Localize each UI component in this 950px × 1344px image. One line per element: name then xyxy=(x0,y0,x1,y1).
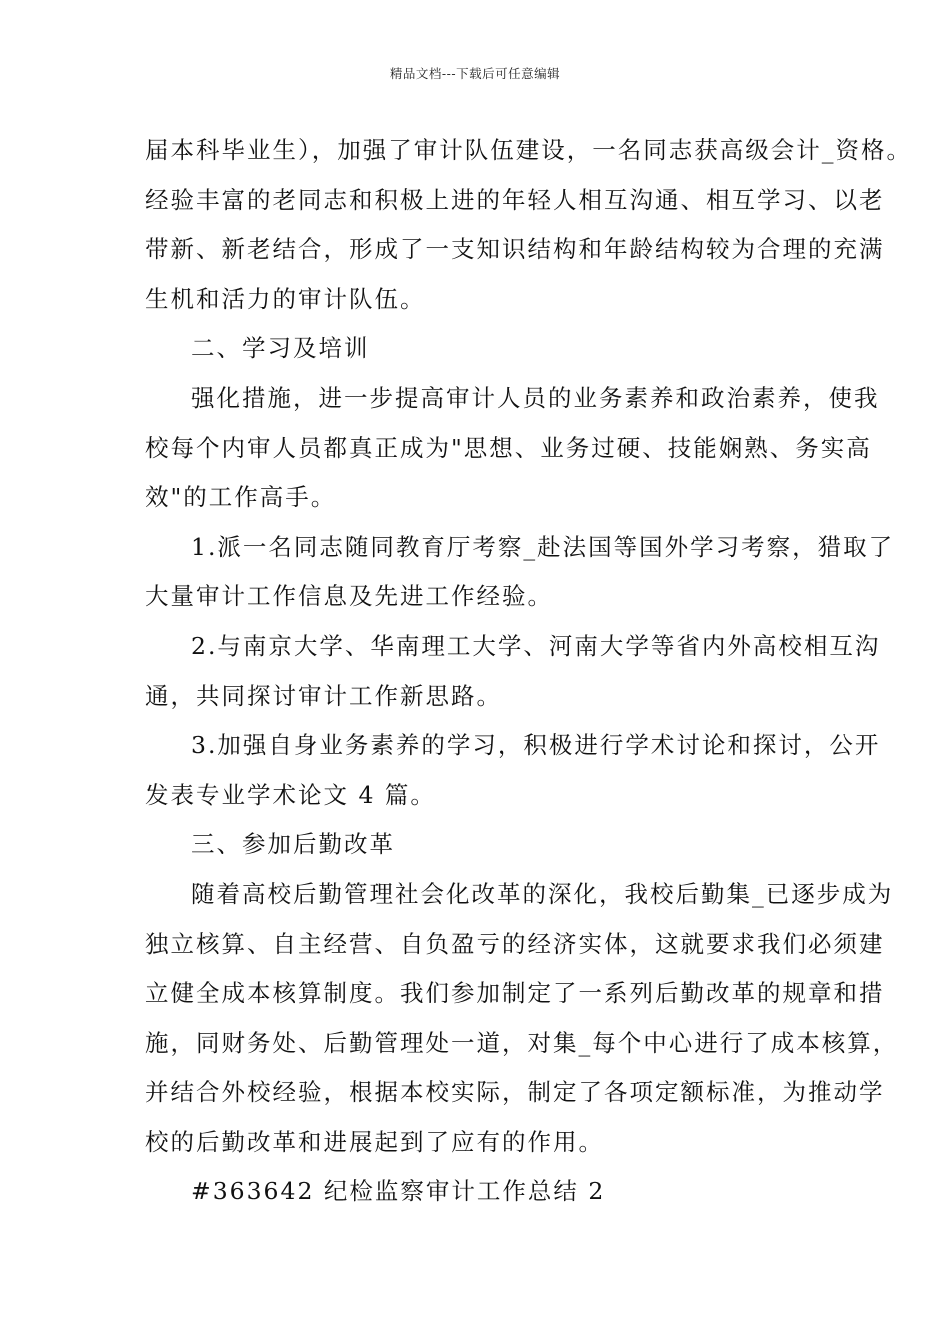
list-item-3: 3.加强自身业务素养的学习，积极进行学术讨论和探讨，公开 xyxy=(191,731,881,760)
text-line: 通，共同探讨审计工作新思路。 xyxy=(145,681,502,710)
document-body xyxy=(145,126,912,1217)
text-line: 带新、新老结合，形成了一支知识结构和年龄结构较为合理的充满 xyxy=(145,235,885,264)
text-line: 校每个内审人员都真正成为"思想、业务过硬、技能娴熟、务实高 xyxy=(145,433,872,462)
page-header: 精品文档---下载后可任意编辑 xyxy=(389,66,561,81)
section-heading-2: 二、学习及培训 xyxy=(191,334,370,363)
text-line: 大量审计工作信息及先进工作经验。 xyxy=(145,582,553,611)
text-line: 经验丰富的老同志和积极上进的年轻人相互沟通、相互学习、以老 xyxy=(145,185,885,214)
text-line: 随着高校后勤管理社会化改革的深化，我校后勤集_已逐步成为 xyxy=(191,879,894,908)
text-line: 并结合外校经验，根据本校实际，制定了各项定额标准，为推动学 xyxy=(145,1078,885,1107)
text-line: 届本科毕业生），加强了审计队伍建设，一名同志获高级会计_资格。 xyxy=(145,136,912,164)
text-line: 立健全成本核算制度。我们参加制定了一系列后勤改革的规章和措 xyxy=(145,979,885,1008)
text-line: 校的后勤改革和进展起到了应有的作用。 xyxy=(145,1127,604,1156)
text-line: 独立核算、自主经营、自负盈亏的经济实体，这就要求我们必须建 xyxy=(145,929,885,958)
text-line: 生机和活力的审计队伍。 xyxy=(145,284,426,313)
list-item-1: 1.派一名同志随同教育厅考察_赴法国等国外学习考察，猎取了 xyxy=(191,532,895,561)
document-title-line: #363642 纪检监察审计工作总结 2 xyxy=(191,1177,606,1206)
text-line: 发表专业学术论文 4 篇。 xyxy=(145,780,436,809)
list-item-2: 2.与南京大学、华南理工大学、河南大学等省内外高校相互沟 xyxy=(191,631,881,660)
section-heading-3: 三、参加后勤改革 xyxy=(191,830,395,859)
text-line: 强化措施，进一步提高审计人员的业务素养和政治素养，使我 xyxy=(191,383,880,412)
text-line: 施，同财务处、后勤管理处一道，对集_每个中心进行了成本核算， xyxy=(145,1028,899,1057)
text-line: 效"的工作高手。 xyxy=(145,483,337,512)
